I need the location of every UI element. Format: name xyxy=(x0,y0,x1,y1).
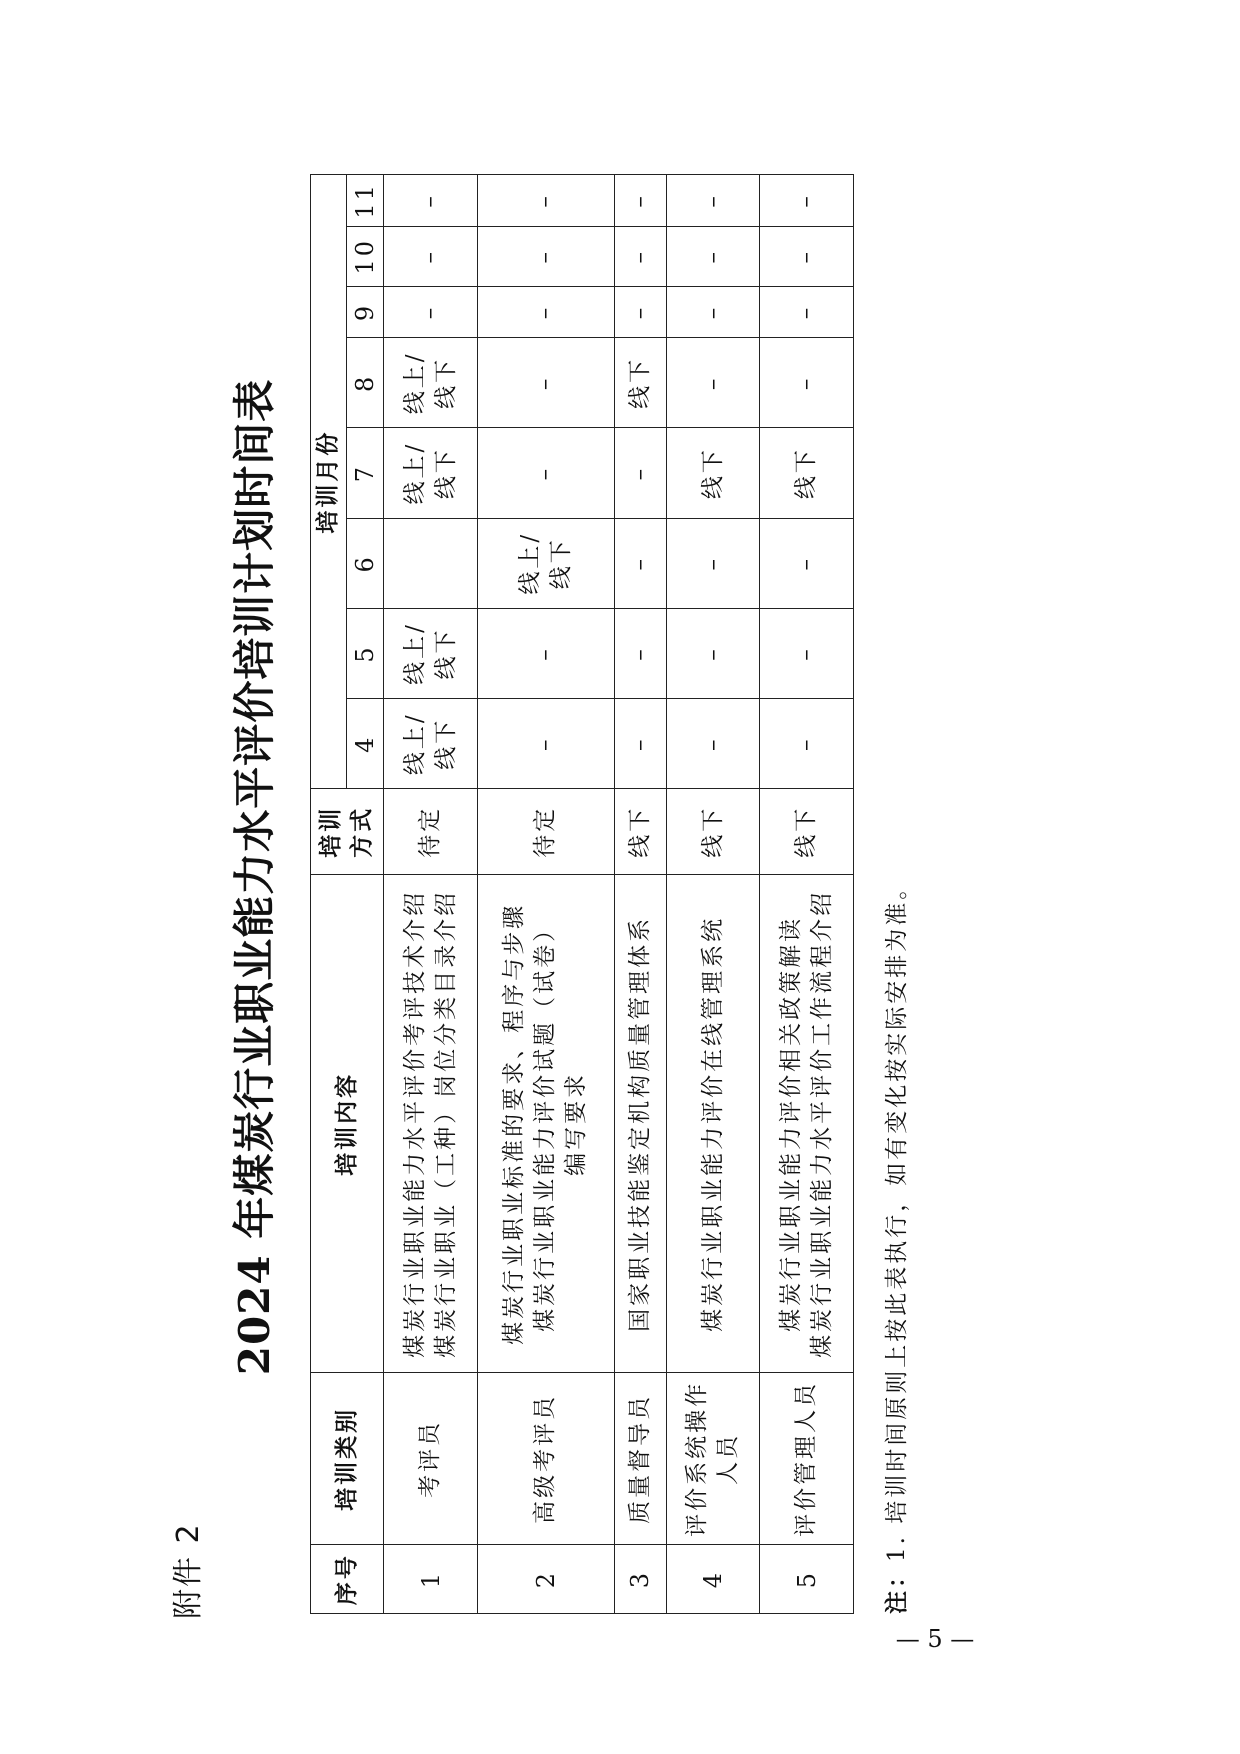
row-content xyxy=(384,875,478,1373)
training-schedule-table xyxy=(310,174,854,1614)
table-header-row-1 xyxy=(311,175,347,1614)
row-category: 高级考评员 xyxy=(477,1373,614,1545)
row-month-cell: – xyxy=(477,286,614,338)
row-month-cell: – xyxy=(477,428,614,518)
row-month-cell: – xyxy=(760,518,854,608)
row-seq: 4 xyxy=(666,1545,760,1614)
row-month-cell: – xyxy=(614,175,666,227)
row-seq: 2 xyxy=(477,1545,614,1614)
row-month-cell: – xyxy=(666,608,760,698)
row-month-cell xyxy=(384,518,478,608)
row-month-cell: 线上/线下 xyxy=(384,699,478,789)
header-month: 4 xyxy=(347,699,384,789)
content-line: 编写要求 xyxy=(563,1071,590,1176)
header-month: 8 xyxy=(347,338,384,428)
row-method: 线下 xyxy=(666,789,760,875)
note-label: 注： xyxy=(884,1562,910,1614)
content-line: 煤炭行业职业能力水平评价考评技术介绍 xyxy=(401,889,428,1358)
attachment-label: 附件 2 xyxy=(171,1522,206,1619)
row-month-cell: – xyxy=(614,608,666,698)
row-method: 待定 xyxy=(477,789,614,875)
header-month: 11 xyxy=(347,175,384,227)
row-category: 质量督导员 xyxy=(614,1373,666,1545)
header-month: 5 xyxy=(347,608,384,698)
row-month-cell: – xyxy=(614,428,666,518)
row-month-cell: – xyxy=(760,699,854,789)
row-month-cell: 线上/线下 xyxy=(477,518,614,608)
row-month-cell: – xyxy=(666,338,760,428)
row-seq: 3 xyxy=(614,1545,666,1614)
note-text: 1. 培训时间原则上按此表执行，如有变化按实际安排为准。 xyxy=(884,873,910,1562)
row-month-cell: – xyxy=(666,699,760,789)
row-month-cell: – xyxy=(614,699,666,789)
content-line: 煤炭行业职业（工种）岗位分类目录介绍 xyxy=(432,889,459,1358)
header-month: 6 xyxy=(347,518,384,608)
row-month-cell: – xyxy=(666,226,760,286)
table-row xyxy=(760,175,854,1614)
row-month-cell: 线下 xyxy=(614,338,666,428)
row-month-cell: – xyxy=(384,175,478,227)
row-method: 线下 xyxy=(614,789,666,875)
content-line: 煤炭行业职业能力评价试题（试卷） xyxy=(532,915,559,1332)
row-month-cell: – xyxy=(614,518,666,608)
row-month-cell: – xyxy=(477,608,614,698)
row-content xyxy=(477,875,614,1373)
table-row xyxy=(384,175,478,1614)
header-month: 7 xyxy=(347,428,384,518)
row-month-cell: – xyxy=(477,226,614,286)
row-category: 考评员 xyxy=(384,1373,478,1545)
header-content: 培训内容 xyxy=(311,875,384,1373)
row-month-cell: 线下 xyxy=(666,428,760,518)
row-month-cell: – xyxy=(760,338,854,428)
row-category: 评价管理人员 xyxy=(760,1373,854,1545)
row-month-cell: – xyxy=(477,699,614,789)
row-month-cell: – xyxy=(384,286,478,338)
content-line: 煤炭行业职业能力水平评价工作流程介绍 xyxy=(808,889,835,1358)
table-note xyxy=(878,874,911,1614)
table-row xyxy=(477,175,614,1614)
row-month-cell: – xyxy=(614,226,666,286)
content-line: 煤炭行业职业标准的要求、程序与步骤 xyxy=(501,902,528,1345)
row-method: 线下 xyxy=(760,789,854,875)
row-month-cell: – xyxy=(760,286,854,338)
content-line: 煤炭行业职业能力评价相关政策解读 xyxy=(777,915,804,1332)
row-month-cell: – xyxy=(760,608,854,698)
row-month-cell: – xyxy=(614,286,666,338)
document-title: 2024 年煤炭行业职业能力水平评价培训计划时间表 xyxy=(230,378,279,1376)
row-month-cell: 线上/线下 xyxy=(384,428,478,518)
page-number: — 5 — xyxy=(895,1625,975,1653)
row-month-cell: 线上/线下 xyxy=(384,338,478,428)
row-month-cell: – xyxy=(666,518,760,608)
header-method: 培训方式 xyxy=(311,789,384,875)
header-month: 10 xyxy=(347,226,384,286)
header-months-group: 培训月份 xyxy=(311,175,347,789)
content-line: 国家职业技能鉴定机构质量管理体系 xyxy=(626,915,653,1332)
table-row xyxy=(666,175,760,1614)
row-month-cell: – xyxy=(666,286,760,338)
header-month: 9 xyxy=(347,286,384,338)
row-month-cell: – xyxy=(477,338,614,428)
row-month-cell: – xyxy=(760,175,854,227)
row-month-cell: – xyxy=(666,175,760,227)
row-content xyxy=(666,875,760,1373)
row-content xyxy=(760,875,854,1373)
row-seq: 1 xyxy=(384,1545,478,1614)
header-seq: 序号 xyxy=(311,1545,384,1614)
header-category: 培训类别 xyxy=(311,1373,384,1545)
table-body xyxy=(384,175,854,1614)
row-month-cell: 线上/线下 xyxy=(384,608,478,698)
row-month-cell: 线下 xyxy=(760,428,854,518)
row-category: 评价系统操作人员 xyxy=(666,1373,760,1545)
row-month-cell: – xyxy=(384,226,478,286)
row-seq: 5 xyxy=(760,1545,854,1614)
row-method: 待定 xyxy=(384,789,478,875)
table-row xyxy=(614,175,666,1614)
row-month-cell: – xyxy=(760,226,854,286)
row-month-cell: – xyxy=(477,175,614,227)
content-line: 煤炭行业职业能力评价在线管理系统 xyxy=(699,915,726,1332)
row-content xyxy=(614,875,666,1373)
